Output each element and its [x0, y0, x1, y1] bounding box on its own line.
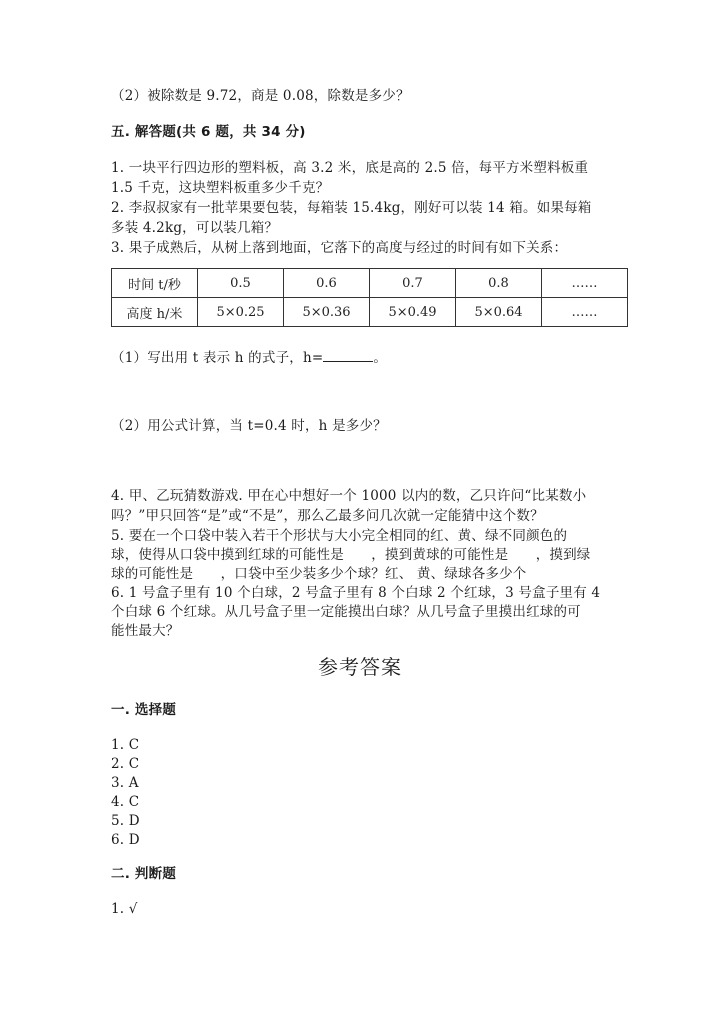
q5-line2: 球，使得从口袋中摸到红球的可能性是 ，摸到黄球的可能性是 ，摸到绿: [111, 547, 591, 563]
answer-item: 6. D: [111, 832, 140, 848]
answer-item: 2. C: [111, 756, 140, 772]
q3-part1-text: （1）写出用 t 表示 h 的式子，h=: [111, 350, 324, 366]
table-cell: 高度 h/米: [112, 298, 198, 327]
q3-part1: [111, 348, 387, 368]
q4-line2: 吗？”甲只回答“是”或“不是”，那么乙最多问几次就一定能猜中这个数？: [111, 508, 544, 524]
table-cell: 0.7: [370, 269, 456, 298]
answer-item: 1. C: [111, 737, 140, 753]
answer-blank[interactable]: [323, 348, 373, 362]
q2-line2: 多装 4.2kg，可以装几箱？: [111, 220, 279, 236]
table-cell: 5×0.64: [456, 298, 542, 327]
table-row: [112, 269, 628, 298]
q1-line1: 1. 一块平行四边形的塑料板，高 3.2 米，底是高的 2.5 倍，每平方米塑料板重: [111, 160, 589, 176]
answers-title: 参考答案: [318, 655, 402, 679]
table-cell: ……: [542, 269, 628, 298]
q4-line1: 4. 甲、乙玩猜数游戏. 甲在心中想好一个 1000 以内的数，乙只许问“比某数小: [111, 488, 587, 504]
section5-heading: 五. 解答题(共 6 题，共 34 分): [111, 124, 306, 140]
answers-section1-heading: 一. 选择题: [111, 702, 177, 718]
q3-intro: 3. 果子成熟后，从树上落到地面，它落下的高度与经过的时间有如下关系：: [111, 240, 568, 256]
table-cell: 0.6: [284, 269, 370, 298]
q6-line2: 个白球 6 个红球。从几号盒子里一定能摸出白球？从几号盒子里摸出红球的可: [111, 604, 581, 620]
answer-item: 4. C: [111, 794, 140, 810]
fall-height-table: [111, 268, 628, 327]
prev-question-part2: （2）被除数是 9.72，商是 0.08，除数是多少？: [111, 88, 410, 104]
table-cell: 5×0.49: [370, 298, 456, 327]
q5-line3: 球的可能性是 ，口袋中至少装多少个球？红、 黄、绿球各多少个: [111, 566, 527, 582]
q6-line3: 能性最大？: [111, 623, 180, 639]
table-cell: 时间 t/秒: [112, 269, 198, 298]
table-row: [112, 298, 628, 327]
table-cell: 5×0.25: [198, 298, 284, 327]
table-cell: 0.5: [198, 269, 284, 298]
answers-section2-heading: 二. 判断题: [111, 866, 177, 882]
answer-item: 1. √: [111, 901, 138, 917]
q6-line1: 6. 1 号盒子里有 10 个白球，2 号盒子里有 8 个白球 2 个红球，3 号盒子里有 4: [111, 585, 601, 601]
q3-part2: （2）用公式计算，当 t=0.4 时，h 是多少？: [111, 418, 387, 434]
table-cell: 5×0.36: [284, 298, 370, 327]
answer-item: 3. A: [111, 775, 139, 791]
answer-item: 5. D: [111, 813, 140, 829]
q3-part1-suffix: 。: [373, 350, 388, 366]
q1-line2: 1.5 千克，这块塑料板重多少千克？: [111, 180, 330, 196]
table-cell: ……: [542, 298, 628, 327]
table-cell: 0.8: [456, 269, 542, 298]
q5-line1: 5. 要在一个口袋中装入若干个形状与大小完全相同的红、黄、绿不同颜色的: [111, 528, 568, 544]
q2-line1: 2. 李叔叔家有一批苹果要包装，每箱装 15.4kg，刚好可以装 14 箱。如果每箱: [111, 200, 592, 216]
